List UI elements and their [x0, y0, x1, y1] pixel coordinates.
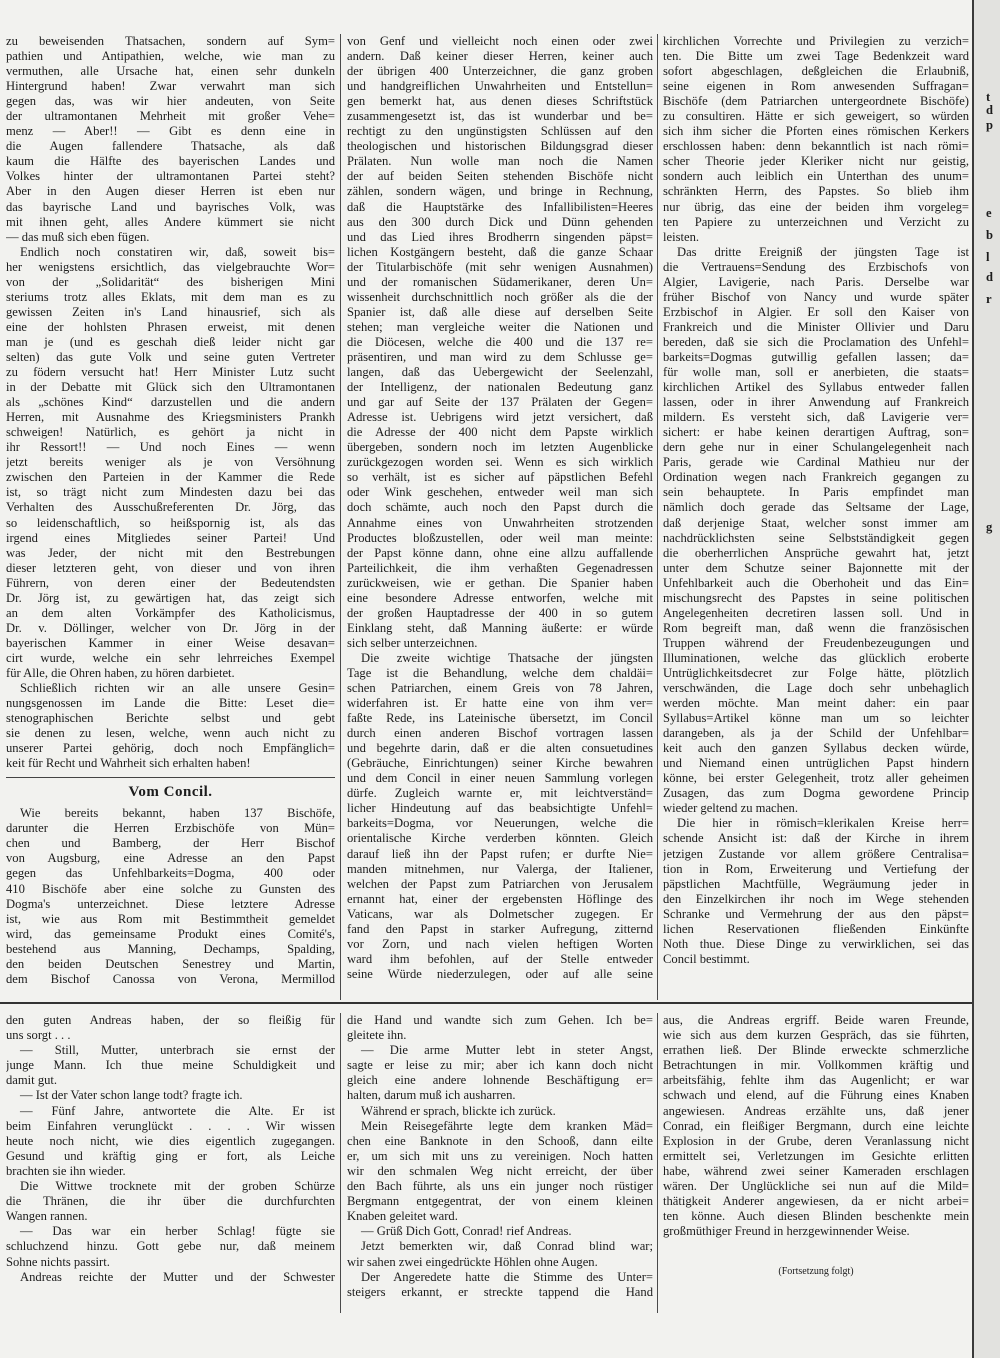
text-line: wir den schmalen Weg nicht erreicht, der über	[347, 1163, 653, 1178]
text-line: Während er sprach, blickte ich zurück.	[361, 1103, 556, 1118]
text-line: für wolle man, soll er anerbieten, die staats=	[663, 365, 969, 380]
column-bottom-left	[6, 1013, 335, 1313]
text-line: präsentiren, und man wird zu dem Schlusse ge=	[347, 349, 653, 364]
text-line: stehen; man vergleiche weiter die Nationen und	[347, 319, 653, 334]
text-line: sich selber unterzeichnen.	[347, 635, 478, 650]
text-line: Truppen während der Freudenbezeugungen und	[663, 635, 969, 650]
paragraph	[347, 34, 653, 651]
text-line: die oberherrlichen Ansprüche gewahrt hat, jetzt	[663, 545, 969, 560]
text-line: keit für Recht und Wahrheit sich erhalten haben!	[6, 756, 251, 771]
text-line: früher Bischof von Nancy und wurde später	[663, 289, 969, 304]
text-line: als „schönes Kind“ darzustellen und die andern	[6, 395, 335, 410]
text-line: ward ihm befohlen, auf der Stelle entweder	[347, 951, 653, 966]
text-line: der ultramontanen Mehrheit mit großer Vehe=	[6, 109, 335, 124]
column-top-middle	[347, 34, 653, 1000]
text-line: steigers erkannt, er streckte tappend die Hand	[347, 1284, 653, 1299]
text-line: Jetzt bemerkten wir, daß Conrad blind war;	[361, 1239, 653, 1254]
text-line: thätigkeit Anderer angewiesen, da er nicht arbei=	[663, 1194, 969, 1209]
text-line: und gar auf Seite der 137 Prälaten der Gegen=	[347, 395, 653, 410]
text-line: Parteilichkeit, die ihm verhaßten Gegenadressen	[347, 560, 653, 575]
text-line: werden möchte. Man meint daher: ein paar	[663, 696, 969, 711]
text-fragment: p	[986, 118, 994, 132]
text-line: Zusagen, das zum Dogma gewordene Princip	[663, 786, 969, 801]
text-line: — Die arme Mutter lebt in steter Angst,	[361, 1043, 653, 1058]
text-line: junge Mann. Ich thue meine Schuldigkeit und	[6, 1058, 335, 1073]
text-line: Paris, gerade wie Cardinal Mathieu nur der	[663, 455, 969, 470]
text-line: die Augen fallendere Thatsache, als daß	[6, 139, 335, 154]
text-line: der übrigen 400 Unterzeichner, die ganz groben	[347, 64, 653, 79]
text-line: — Still, Mutter, unterbrach sie ernst der	[20, 1043, 335, 1058]
text-line: widerfahren ist. Er hatte eine von ihm ver=	[347, 696, 653, 711]
text-line: ten Papiere zu unterzeichnen und Verzicht zu	[663, 214, 969, 229]
text-line: Conrad, ein fleißiger Bergmann, durch eine leichte	[663, 1118, 969, 1133]
text-line: zu consultiren. Hätte er sich geweigert, so würden	[663, 109, 969, 124]
text-line: für Alle, die Ohren haben, zu hören darbietet.	[6, 665, 235, 680]
column-divider	[657, 1013, 658, 1313]
text-line: vermuthen, alle Ursache hat, einen sehr dunkeln	[6, 64, 335, 79]
text-line: sein behauptete. In Paris empfindet man	[663, 485, 969, 500]
text-line: damit gut.	[6, 1073, 58, 1088]
text-line: arbeitsfähig, fehlte ihm das Augenlicht; er war	[663, 1073, 969, 1088]
text-line: andern. Daß keiner dieser Herren, keiner auch	[347, 49, 653, 64]
text-line: Schließlich richten wir an alle unsere Gesin=	[20, 681, 335, 696]
paragraph	[6, 34, 335, 245]
paragraph	[347, 1119, 653, 1225]
text-line: und dem Concil in einer neuen Sammlung vorlegen	[347, 771, 653, 786]
text-line: wissenheit durchschnittlich noch größer als die der	[347, 289, 653, 304]
text-line: seine eigenen in Rom anwesenden Suffragan=	[663, 79, 969, 94]
column-top-right	[663, 34, 969, 1000]
text-line: Productes bloßzustellen, oder weil man meinte:	[347, 530, 653, 545]
section-divider	[0, 1002, 972, 1004]
text-line: aus, die Andreas ergriff. Beide waren Freunde,	[663, 1013, 969, 1027]
text-line: irgend eines Mitgliedes seiner Partei! Und	[6, 530, 335, 545]
text-line: zu beweisenden Thatsachen, sondern auf Sym=	[6, 34, 335, 48]
text-line: gen bemerkt hat, aus denen dieses Schriftstück	[347, 94, 653, 109]
text-line: Spanier ist, daß alle diese auf derselben Seite	[347, 304, 653, 319]
text-line: die Hand und wandte sich zum Gehen. Ich be=	[347, 1013, 653, 1027]
text-line: aus den 300 durch Dick und Dünn gehenden	[347, 214, 653, 229]
paragraph	[347, 651, 653, 982]
text-line: Wangen rannen.	[6, 1209, 88, 1224]
text-line: daß derjenige Staat, welcher sonst immer am	[663, 515, 969, 530]
text-line: der auf beiden Seiten stehenden Bischöfe nicht	[347, 169, 653, 184]
text-fragment: e	[986, 206, 992, 220]
paragraph	[347, 1224, 653, 1239]
text-line: Frankreich und die Minister Ollivier und Daru	[663, 319, 969, 334]
text-line: der Intelligenz, der nationalen Bedeutung ganz	[347, 380, 653, 395]
text-line: Betrachtungen in mir. Vollkommen kräftig und	[663, 1058, 969, 1073]
article-section-top	[0, 34, 972, 1000]
text-line: nungsgenossen im Lande die Bitte: Leset die=	[6, 696, 335, 711]
text-line: Illuminationen, welche das glücklich eroberte	[663, 650, 969, 665]
text-line: Der Angeredete hatte die Stimme des Unter=	[361, 1269, 653, 1284]
text-line: Ordination wegen nach Frankreich gegangen zu	[663, 470, 969, 485]
text-line: an dem alten Vorkämpfer des Katholicismus,	[6, 605, 335, 620]
text-line: und Niemand einen untrüglichen Papst hindern	[663, 756, 969, 771]
text-line: fand den Papst in starker Aufregung, zitternd	[347, 921, 653, 936]
text-line: chen eine Banknote in den Schooß, dann eilte	[347, 1133, 653, 1148]
text-line: — Grüß Dich Gott, Conrad! rief Andreas.	[361, 1224, 572, 1239]
text-line: nachdrücklichsten seine Selbstständigkeit gegen	[663, 530, 969, 545]
column-top-left	[6, 34, 335, 1000]
text-line: sagte er leise zu mir; aber ich kann doch nicht	[347, 1058, 653, 1073]
text-line: schende Ansicht ist: daß der Kirche in ihrem	[663, 831, 969, 846]
text-line: Mein Reisegefährte legte dem kranken Mäd=	[361, 1118, 653, 1133]
paragraph	[347, 1239, 653, 1269]
paragraph	[6, 1224, 335, 1269]
text-line: erschlossen haben: denn bekanntlich ist nach römi=	[663, 139, 969, 154]
text-line: errathen ließ. Der Blinde erweckte schmerzliche	[663, 1043, 969, 1058]
text-line: den Einzelkirchen ihr noch im Wege stehenden	[663, 891, 969, 906]
text-line: — Das war ein herber Schlag! fügte sie	[20, 1224, 335, 1239]
feuilleton-section	[0, 1013, 972, 1313]
text-line: gewissen Zeiten in's Land hinausrief, sich als	[6, 304, 335, 319]
text-line: gegen das Unfehlbarkeits=Dogma, 400 oder	[6, 866, 335, 881]
text-line: tion in Rom, Erweiterung und Vertiefung der	[663, 861, 969, 876]
text-line: Dogma's unterzeichnet. Diese letztere Adresse	[6, 896, 335, 911]
text-line: darunter die Herren Erzbischöfe von Mün=	[6, 821, 335, 836]
column-divider	[340, 1013, 341, 1313]
text-line: eine besondere Adresse entworfen, welche mit	[347, 590, 653, 605]
text-line: zusammengesetzt ist, das ist wunderbar und be=	[347, 109, 653, 124]
text-line: ten könne. Auch diesen Blinden beschenkte mein	[663, 1209, 969, 1224]
text-line: der Titularbischöfe (mit sehr wenigen Ausnahmen)	[347, 259, 653, 274]
text-line: schränkten Herrn, des Papstes. So blieb ihm	[663, 184, 969, 199]
text-line: er, um sich mit uns zu vereinigen. Noch hatten	[347, 1148, 653, 1163]
paragraph	[6, 1179, 335, 1224]
text-line: Annahme eines von Unwahrheiten strotzenden	[347, 515, 653, 530]
text-line: rechtigt zu den ungünstigsten Schlüssen auf den	[347, 124, 653, 139]
text-fragment: b	[986, 228, 994, 242]
text-line: leisten.	[663, 229, 700, 244]
text-line: Führern, von deren einer der Bedeutendsten	[6, 575, 335, 590]
text-line: das bayrische Land und bayrisches Volk, was	[6, 199, 335, 214]
text-line: dern gehe nur in einer Schulangelegenheit nach	[663, 440, 969, 455]
text-line: her wenigstens ersichtlich, das vielgebrauchte Wor=	[6, 259, 335, 274]
text-line: eine der hohlsten Phrasen erweist, mit denen	[6, 319, 335, 334]
text-fragment: d	[986, 270, 994, 284]
text-line: mischungsrecht des Papstes in seine politischen	[663, 590, 969, 605]
text-line: cirt wurde, welche ein sehr lehrreiches Exempel	[6, 650, 335, 665]
text-fragment: l	[986, 250, 990, 264]
text-line: wird, das gemeinsame Produkt eines Comité's,	[6, 926, 335, 941]
text-line: sondern auch leiblich ein Unterthan des unum=	[663, 169, 969, 184]
paragraph	[6, 1104, 335, 1179]
text-line: unserer Partei gehörig, doch noch Empfänglich=	[6, 741, 335, 756]
text-line: und handgreiflichen Unwahrheiten und Entstellun=	[347, 79, 653, 94]
text-line: Verhalten des Ausschußreferenten Dr. Jörg, das	[6, 500, 335, 515]
text-line: nämlich doch gerade das Seltsame der Lage,	[663, 500, 969, 515]
text-line: jetzigen Zustande vor allem größere Centralisa=	[663, 846, 969, 861]
paragraph	[663, 34, 969, 245]
text-line: wie sich aus dem kurzen Gespräch, das sie führten,	[663, 1028, 969, 1043]
text-line: menz — Aber!! — Gibt es denn eine in	[6, 124, 335, 139]
text-line: Die zweite wichtige Thatsache der jüngsten	[361, 650, 653, 665]
text-line: lassen, oder in ihrer Anwendung auf Frankreich	[663, 395, 969, 410]
text-line: beim Einfahren verunglückt . . . . Wir wissen	[6, 1118, 335, 1133]
column-divider	[340, 34, 341, 1000]
text-line: bestehend aus Manning, Dechamps, Spalding,	[6, 941, 335, 956]
text-line: zwischen den Parteien in der Kammer die Rede	[6, 470, 335, 485]
section-heading: Vom Concil.	[6, 777, 335, 802]
text-line: Prälaten. Nun wolle man noch die Namen	[347, 154, 653, 169]
text-line: theologischen und historischen Bildungsgrad dieser	[347, 139, 653, 154]
text-line: Sohne nichts passirt.	[6, 1254, 110, 1269]
text-line: von der „Solidarität“ des bisherigen Mini	[6, 274, 335, 289]
text-line: selten) das gute Volk und seine guten Vertreter	[6, 349, 335, 364]
text-line: (Gebräuche, Einrichtungen) seiner Kirche bewahren	[347, 756, 653, 771]
text-line: steriums trotz alles Eklats, mit dem man es zu	[6, 289, 335, 304]
text-line: stenographischen Berichte selbst und gebt	[6, 711, 335, 726]
column-divider	[657, 34, 658, 1000]
text-line: in der Debatte mit Glück sich den Ultramontanen	[6, 380, 335, 395]
text-line: kirchlichen Artikel des Syllabus entweder fallen	[663, 380, 969, 395]
text-line: seine Würde niederzulegen, oder auf alle seine	[347, 966, 653, 981]
paragraph	[6, 1013, 335, 1043]
text-line: 410 Bischöfe aber eine solche zu Gunsten des	[6, 881, 335, 896]
text-line: unter dem Schutze seiner Bajonnette mit der	[663, 560, 969, 575]
paragraph	[6, 1043, 335, 1088]
text-line: licher Hindeutung auf das beabsichtigte Unfehl=	[347, 801, 653, 816]
text-line: die Adresse der 400 nicht dem Papste wirklich	[347, 425, 653, 440]
text-line: manden mitnehmen, nur Valerga, der Italiener,	[347, 861, 653, 876]
text-line: Concil bestimmt.	[663, 951, 750, 966]
text-line: heute noch nicht, wie dies eigentlich zugegangen.	[6, 1133, 335, 1148]
adjacent-page-edge	[974, 0, 1000, 1358]
text-line: daß die Hauptstärke des Infallibilisten=Heeres	[347, 199, 653, 214]
text-line: dem Bischof Canossa von Verona, Mermillod	[6, 971, 335, 986]
text-line: die Diöcesen, welche die 400 und die 137 re=	[347, 334, 653, 349]
text-line: Adresse ist. Uebrigens wird jetzt versichert, daß	[347, 410, 653, 425]
text-line: dürfe. Zugleich warnte er, mit leichtverständ=	[347, 786, 653, 801]
text-line: orientalische Kirche verderben könnten. Gleich	[347, 831, 653, 846]
text-line: Syllabus=Artikel könne man um so leichter	[663, 711, 969, 726]
text-line: chen und Bamberg, der Herr Bischof	[6, 836, 335, 851]
text-line: zurückweisen, wie er gethan. Die Spanier haben	[347, 575, 653, 590]
text-line: Herren, mit Ausnahme des Kriegsministers Prankh	[6, 410, 335, 425]
text-line: bayerischen Kammer in einer Weise desavan=	[6, 635, 335, 650]
text-line: Knaben geleitet ward.	[347, 1209, 458, 1224]
text-line: Andreas reichte der Mutter und der Schwester	[20, 1269, 335, 1284]
text-line: jetzt bereits weniger als je von Versöhnung	[6, 455, 335, 470]
text-line: Das dritte Ereigniß der jüngsten Tage ist	[677, 244, 969, 259]
text-line: und begehrte darin, daß er die alten consuetudines	[347, 741, 653, 756]
text-line: darauf ließ ihn der Papst rufen; er durfte Nie=	[347, 846, 653, 861]
text-line: langen, daß das Uebergewicht der Seelenzahl,	[347, 365, 653, 380]
text-fragment: t	[986, 90, 991, 104]
text-line: vor Zorn, und nach vielen heftigen Worten	[347, 936, 653, 951]
paragraph	[663, 245, 969, 817]
text-fragment: g	[986, 520, 993, 534]
paragraph	[6, 681, 335, 771]
text-line: lichen Kostgängern besteht, daß die ganze Schaar	[347, 244, 653, 259]
text-line: Dr. v. Döllinger, welcher von Dr. Jörg in der	[6, 620, 335, 635]
text-line: verschwänden, die Lage doch sehr unbehaglich	[663, 681, 969, 696]
text-line: großmüthiger Freund in herzgewinnender Weise.	[663, 1224, 910, 1239]
text-line: scher Theorie jeder Kleriker nicht nur geistig,	[663, 154, 969, 169]
text-line: Die hier in römisch=klerikalen Kreise herr=	[677, 816, 969, 831]
column-bottom-middle	[347, 1013, 653, 1313]
text-line: sichert: er habe keinen derartigen Auftrag, son=	[663, 425, 969, 440]
paragraph	[663, 816, 969, 966]
text-line: Die Wittwe trocknete mit der groben Schürze	[20, 1179, 335, 1194]
text-line: gleitete ihn.	[347, 1028, 407, 1043]
paragraph	[347, 1013, 653, 1043]
text-line: Algier, Lavigerie, nach Paris. Derselbe war	[663, 274, 969, 289]
text-fragment: r	[986, 292, 992, 306]
text-line: Gesund und kräftig ging er fort, als Leiche	[6, 1148, 335, 1163]
text-line: — Fünf Jahre, antwortete die Alte. Er ist	[20, 1103, 335, 1118]
text-line: den guten Andreas haben, der so fleißig für	[6, 1013, 335, 1027]
text-line: die Thränen, die ihr über die durchfurchten	[6, 1194, 335, 1209]
text-line: kirchlichen Vorrechte und Privilegien zu verzich=	[663, 34, 969, 48]
text-line: Untrüglichkeitsdecret zur Folge hätte, plötzlich	[663, 665, 969, 680]
text-line: gleich eine andere lohnende Beschäftigung er=	[347, 1073, 653, 1088]
text-line: wir sahen zwei eingedrückte Höhlen ohne Augen.	[347, 1254, 598, 1269]
text-line: dieser letzteren geht, von dieser und von ihren	[6, 560, 335, 575]
text-line: Bischöfe (dem Patriarchen untergeordnete Bischöfe)	[663, 94, 969, 109]
paragraph	[6, 1088, 335, 1103]
text-line: ihr Ressort!! — Und noch Eines — wenn	[6, 440, 335, 455]
text-line: — Ist der Vater schon lange todt? fragte ich.	[20, 1088, 243, 1103]
text-line: doch schämte, auch noch den Papst durch die	[347, 500, 653, 515]
text-line: und der romanischen Südamerikaner, deren Un=	[347, 274, 653, 289]
text-line: uns sorgt . . .	[6, 1028, 71, 1043]
text-line: ist, wie aus Rom mit Bestimmtheit gemeldet	[6, 911, 335, 926]
text-line: Aber in den Augen dieser Herren ist eben nur	[6, 184, 335, 199]
paragraph	[6, 245, 335, 681]
text-line: schwach und elend, auf die Führung eines Knaben	[663, 1088, 969, 1103]
text-line: ermittelt sei, Verletzungen im Gesichte erlitten	[663, 1148, 969, 1163]
text-line: und das Lied ihres Brodherrn singenden päpst=	[347, 229, 653, 244]
text-line: nur übrig, das eine der beiden ihm vorgeleg=	[663, 199, 969, 214]
paragraph	[6, 1270, 335, 1285]
text-line: oder Wink geschehen, entweder weil man sich	[347, 485, 653, 500]
text-line: schweigen! Natürlich, es gehört ja nicht in	[6, 425, 335, 440]
text-line: mit ihnen geht, alles Andere kümmert sie nicht	[6, 214, 335, 229]
text-line: kaum die Hälfte des bayerischen Landes und	[6, 154, 335, 169]
text-line: bereden, daß sie sich die Proclamation des Unfehl=	[663, 334, 969, 349]
text-line: so leidenschaftlich, so heißspornig ist, als das	[6, 515, 335, 530]
text-line: sie denen zu lesen, welche, wenn auch nicht zu	[6, 726, 335, 741]
text-line: durch einen anderen Bischof vortragen lassen	[347, 726, 653, 741]
text-line: keit auch den ganzen Syllabus decken würde,	[663, 741, 969, 756]
text-line: Volkes hinter der ultramontanen Partei steht?	[6, 169, 335, 184]
text-line: halten, darum muß ich ausharren.	[347, 1088, 516, 1103]
text-line: Explosion in der Grube, deren Veranlassung nicht	[663, 1133, 969, 1148]
text-line: welchen der Papst zum Patriarchen von Jerusalem	[347, 876, 653, 891]
text-line: barkeits=Dogmas gutwillig gefallen lassen; da=	[663, 349, 969, 364]
text-line: Unfehlbarkeit auch die Oberhoheit und das Ein=	[663, 575, 969, 590]
text-line: mildern. Es versteht sich, daß Lavigerie ver=	[663, 410, 969, 425]
text-line: schen Patriarchen, einem Greis von 78 Jahren,	[347, 681, 653, 696]
text-line: Schranke und Vermehrung der aus den päpst=	[663, 906, 969, 921]
text-line: Einklang steht, daß Manning äußerte: er würde	[347, 620, 653, 635]
text-line: der Papst könne dann, ohne eine allzu auffallende	[347, 545, 653, 560]
paragraph	[347, 1104, 653, 1119]
text-line: Dr. Jörg ist, zu gewärtigen hat, das zeigt sich	[6, 590, 335, 605]
text-line: brachten sie ihn wieder.	[6, 1163, 126, 1178]
text-line: schluchzend hinzu. Gott gebe nur, daß meinem	[6, 1239, 335, 1254]
text-line: — das muß sich eben fügen.	[6, 229, 150, 244]
text-line: gegen das, was wir hier andeuten, von Seite	[6, 94, 335, 109]
paragraph	[6, 806, 335, 987]
paragraph	[347, 1043, 653, 1103]
text-line: Tage ist die Behandlung, welche dem chaldäi=	[347, 665, 653, 680]
column-bottom-right	[663, 1013, 969, 1313]
text-line: Noth thue. Diese Dinge zu verwirklichen, sei das	[663, 936, 969, 951]
paragraph	[663, 1013, 969, 1239]
text-line: Wie bereits bekannt, haben 137 Bischöfe,	[20, 806, 335, 821]
text-line: was Jeder, der nicht mit den Bestrebungen	[6, 545, 335, 560]
text-line: der großen Hauptadresse der 400 in so gutem	[347, 605, 653, 620]
paragraph	[347, 1270, 653, 1300]
text-line: so verhält, ist es sicher auf päpstlichen Befehl	[347, 470, 653, 485]
text-line: die Vertrauens=Sendung des Erzbischofs von	[663, 259, 969, 274]
text-line: wieder geltend zu machen.	[663, 801, 798, 816]
text-line: päpstlichen Machtfülle, Wegräumung jeder in	[663, 876, 969, 891]
text-line: könne, bei erster Gelegenheit, trotz aller geheimen	[663, 771, 969, 786]
text-line: barkeits=Dogma, vor Neuerungen, welche die	[347, 816, 653, 831]
text-line: habe, während zwei seiner Kameraden erschlagen	[663, 1163, 969, 1178]
continuation-note: (Fortsetzung folgt)	[778, 1266, 854, 1278]
text-line: ernannt hat, einer der ergebensten Höflinge des	[347, 891, 653, 906]
text-line: Endlich noch constatiren wir, daß, soweit bis=	[20, 244, 335, 259]
text-line: Rom begreift man, daß wenn die französischen	[663, 620, 969, 635]
text-line: man je (und es geschah dieß leider nicht gar	[6, 334, 335, 349]
text-line: zu födern versucht hat! Herr Minister Lutz sucht	[6, 365, 335, 380]
text-line: Erzbischof in Algier. Er soll den Kaiser von	[663, 304, 969, 319]
text-line: übergeben, sondern noch im letzten Augenblicke	[347, 440, 653, 455]
text-fragment: d	[986, 103, 994, 117]
text-line: zurückgezogen worden sei. Wenn es sich wirklich	[347, 455, 653, 470]
text-line: den beiden Deutschen Senestrey und Martin,	[6, 956, 335, 971]
text-line: von Genf und vielleicht noch einen oder zwei	[347, 34, 653, 48]
text-line: Bergmann entgegentrat, der von einem kleinen	[347, 1194, 653, 1209]
text-line: sofort abgeschlagen, deßgleichen die Erlaubniß,	[663, 64, 969, 79]
text-line: Angelegenheiten decretiren lassen soll. Und in	[663, 605, 969, 620]
text-line: wären. Der Unglückliche sei nun auf die Mild=	[663, 1179, 969, 1194]
text-line: sich ihm sicher die Pforten eines römischen Kerkers	[663, 124, 969, 139]
text-line: ist, so trägt nicht zum Mindesten dazu bei das	[6, 485, 335, 500]
text-line: von Augsburg, eine Adresse an den Papst	[6, 851, 335, 866]
text-line: ten. Die Bitte um zwei Tage Bedenkzeit ward	[663, 49, 969, 64]
text-line: pathien und Antipathien, welche, wie man zu	[6, 49, 335, 64]
text-line: zählen, sondern wägen, und bringe in Rechnung,	[347, 184, 653, 199]
text-line: Hintergrund haben! Zwar verwahrt man sich	[6, 79, 335, 94]
text-line: den Bach führte, als uns ein junger noch rüstiger	[347, 1179, 653, 1194]
text-line: faßte Rede, ins Lateinische übersetzt, im Concil	[347, 711, 653, 726]
text-line: lichen Reservationen fließenden Einkünfte	[663, 921, 969, 936]
text-line: angewiesen. Andreas erzählte uns, daß jener	[663, 1103, 969, 1118]
text-line: darangeben, als ja der Schild der Unfehlbar=	[663, 726, 969, 741]
text-line: Vaticans, war als Dolmetscher zugegen. Er	[347, 906, 653, 921]
